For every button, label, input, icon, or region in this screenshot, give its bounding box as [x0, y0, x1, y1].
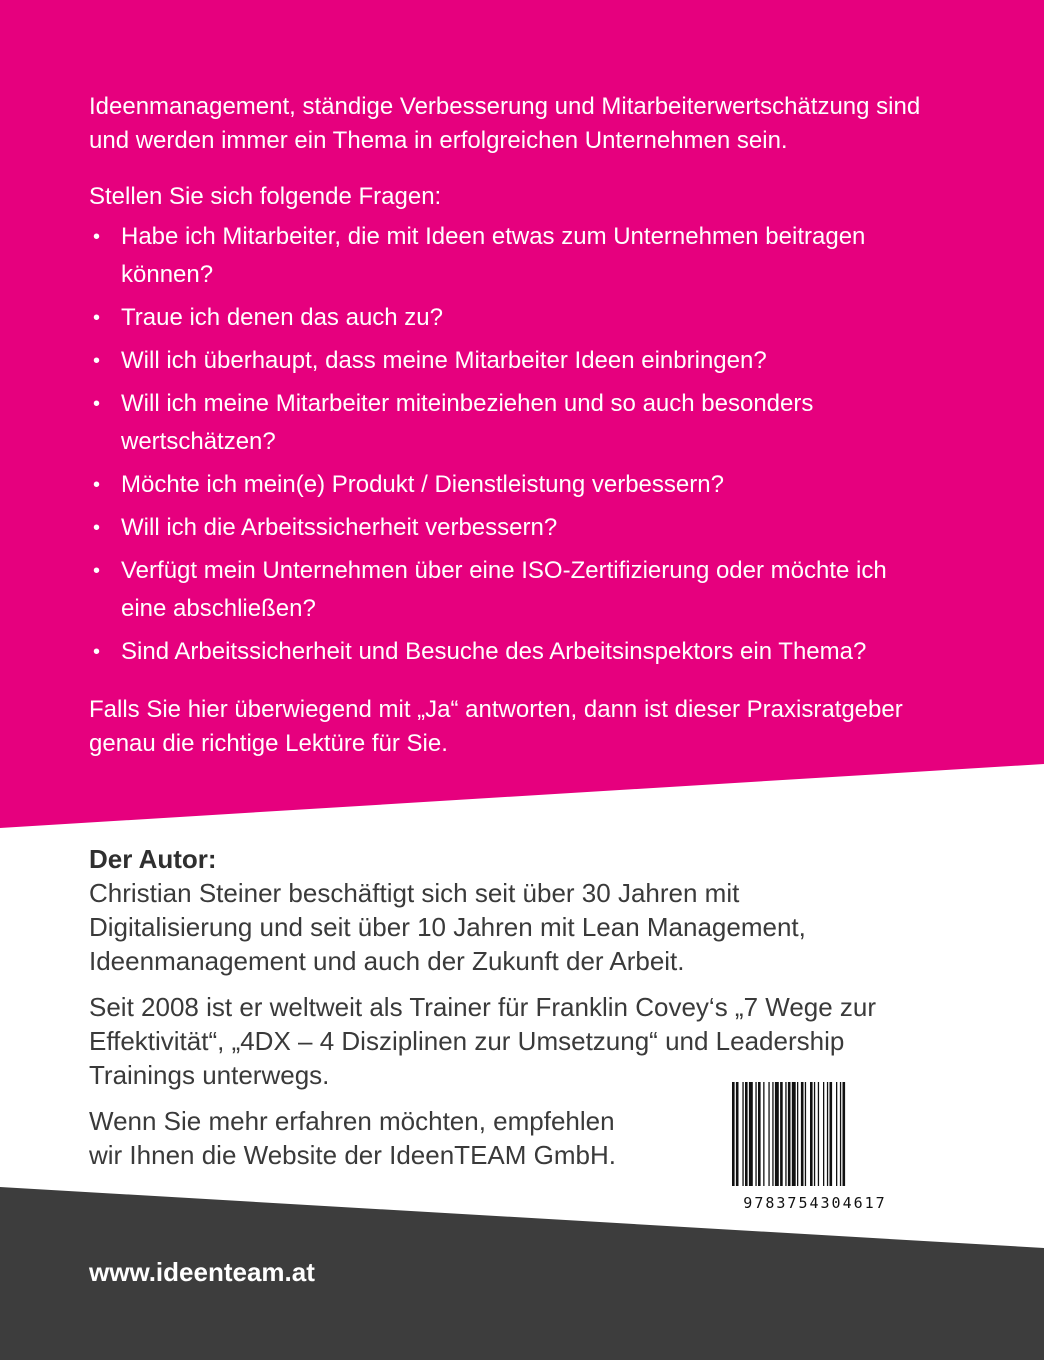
author-trainer-info: Seit 2008 ist er weltweit als Trainer für Franklin Covey‘s „7 Wege zur Effektivität“, „4DX – 4 Disziplinen zur Umsetzung“ und Leadership Trainings unterwegs. — [89, 992, 877, 1090]
barcode-bar — [736, 1082, 739, 1186]
barcode-bar — [742, 1082, 743, 1186]
question-text: Will ich die Arbeitssicherheit verbessern? — [121, 514, 558, 541]
question-text: Will ich überhaupt, dass meine Mitarbeiter Ideen einbringen? — [121, 347, 767, 374]
barcode-bar — [749, 1082, 753, 1186]
barcode-bar — [810, 1082, 813, 1186]
barcode-bar — [818, 1082, 819, 1186]
author-bio: Christian Steiner beschäftigt sich seit über 30 Jahren mit Digitalisierung und seit über 10 Jahren mit Lean Management, Ideenmanagement und auch der Zukunft der Arbeit. — [89, 878, 806, 976]
list-item — [89, 218, 929, 294]
questions-heading: Stellen Sie sich folgende Fragen: — [89, 183, 442, 210]
question-text: Habe ich Mitarbeiter, die mit Ideen etwas zum Unternehmen beitragen können? — [121, 223, 866, 288]
barcode-bar — [768, 1082, 769, 1186]
list-item — [89, 342, 929, 380]
barcode-bar — [843, 1082, 846, 1186]
list-item — [89, 466, 929, 504]
author-website-hint: Wenn Sie mehr erfahren möchten, empfehlen wir Ihnen die Website der IdeenTEAM GmbH. — [89, 1106, 616, 1170]
barcode-bar — [840, 1082, 841, 1186]
barcode-bar — [805, 1082, 806, 1186]
question-text: Möchte ich mein(e) Produkt / Dienstleistung verbessern? — [121, 471, 724, 498]
question-text: Traue ich denen das auch zu? — [121, 304, 443, 331]
bullet-icon: • — [93, 226, 101, 248]
barcode-bar — [755, 1082, 756, 1186]
question-text: Verfügt mein Unternehmen über eine ISO-Zertifizierung oder möchte ich eine abschließen? — [121, 557, 887, 622]
barcode-bar — [772, 1082, 773, 1186]
barcode-bar — [836, 1082, 837, 1186]
isbn-barcode — [726, 1076, 904, 1214]
barcode-bar — [823, 1082, 824, 1186]
question-text: Will ich meine Mitarbeiter miteinbeziehen und so auch besonders wertschätzen? — [121, 390, 814, 455]
barcode-bar — [775, 1082, 779, 1186]
website-url: www.ideenteam.at — [89, 1257, 315, 1287]
barcode-bar — [801, 1082, 804, 1186]
bullet-icon: • — [93, 307, 101, 329]
barcode-bar — [732, 1082, 735, 1186]
bullet-icon: • — [93, 641, 101, 663]
barcode-bars — [726, 1076, 904, 1190]
barcode-number: 9783754304617 — [743, 1194, 887, 1212]
question-text: Sind Arbeitssicherheit und Besuche des Arbeitsinspektors ein Thema? — [121, 638, 867, 665]
conclusion-paragraph: Falls Sie hier überwiegend mit „Ja“ antworten, dann ist dieser Praxisratgeber genau die richtige Lektüre für Sie. — [89, 696, 903, 757]
barcode-bar — [792, 1082, 796, 1186]
marketing-copy — [89, 90, 929, 761]
list-item — [89, 633, 929, 671]
list-item — [89, 509, 929, 547]
bullet-icon: • — [93, 560, 101, 582]
barcode-bar — [745, 1082, 748, 1186]
barcode-bar — [785, 1082, 786, 1186]
bullet-icon: • — [93, 474, 101, 496]
barcode-bar — [827, 1082, 828, 1186]
barcode-bar — [814, 1082, 815, 1186]
list-item — [89, 552, 929, 628]
barcode-bar — [763, 1082, 764, 1186]
list-item — [89, 299, 929, 337]
bullet-icon: • — [93, 517, 101, 539]
intro-paragraph: Ideenmanagement, ständige Verbesserung und Mitarbeiterwertschätzung sind und werden immer ein Thema in erfolgreichen Unternehmen sein. — [89, 93, 921, 154]
bullet-icon: • — [93, 393, 101, 415]
barcode-bar — [780, 1082, 783, 1186]
questions-list — [89, 218, 929, 671]
barcode-bar — [830, 1082, 833, 1186]
list-item — [89, 385, 929, 461]
barcode-bar — [758, 1082, 761, 1186]
barcode-bar — [788, 1082, 791, 1186]
author-heading: Der Autor: — [89, 844, 217, 874]
barcode-bar — [797, 1082, 798, 1186]
bullet-icon: • — [93, 350, 101, 372]
